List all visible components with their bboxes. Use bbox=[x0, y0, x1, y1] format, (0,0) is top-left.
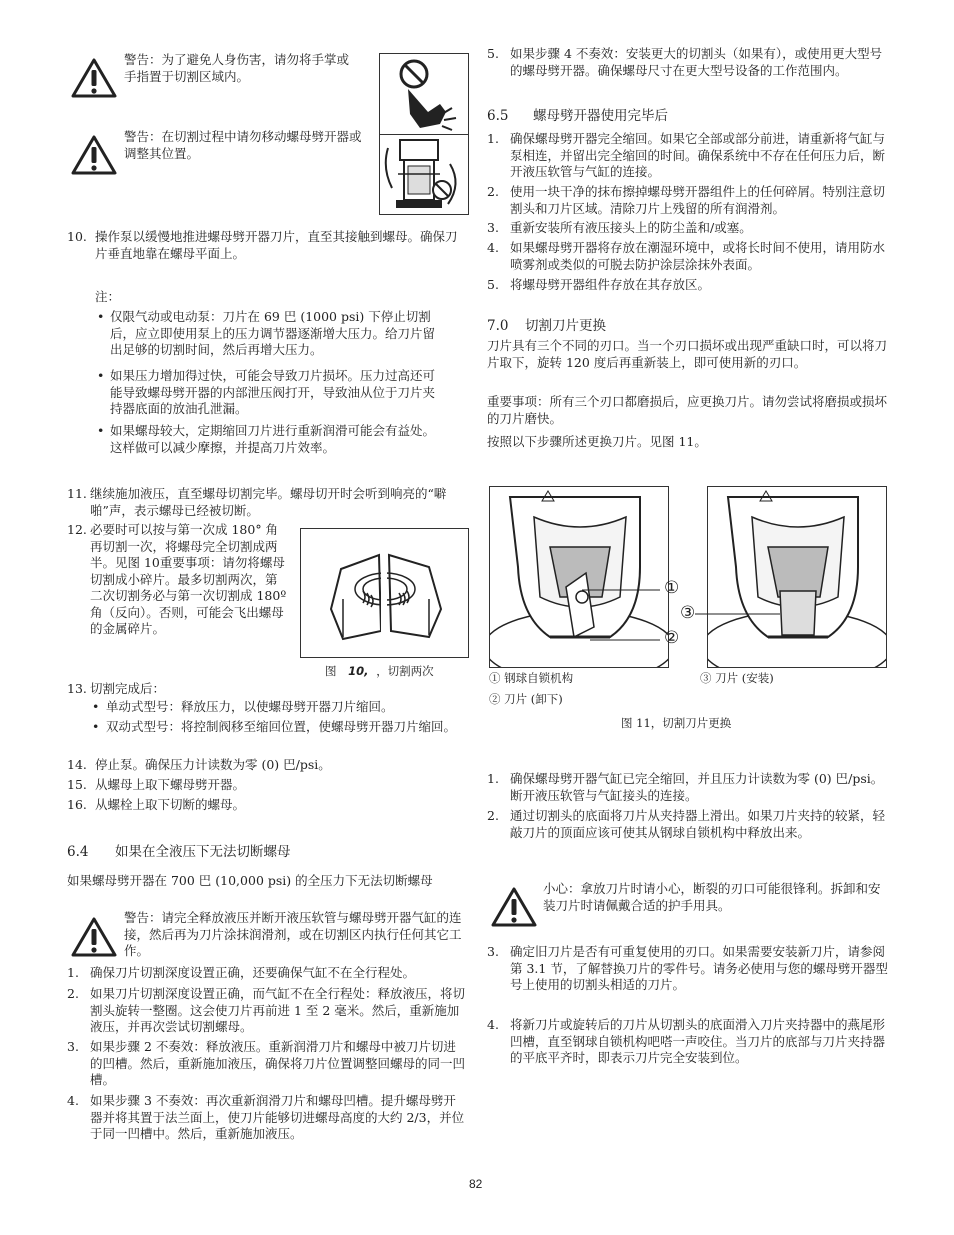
s64-step-2: 如果刀片切割深度设置正确，而气缸不在全行程处：释放液压，将切割头旋转一整圈。这会使刀片再前进 1 至 2 毫米。然后，重新施加液压，并再次尝试切割螺母。 bbox=[90, 986, 466, 1034]
s70-step-3: 确定旧刀片是否有可重复使用的刃口。如果需要安装新刀片，请参阅第 3.1 节，了解替换刀片的零件号。请务必使用与您的螺母劈开器型号上使用的切割头相适的刀片。 bbox=[510, 944, 888, 992]
warning-icon bbox=[70, 916, 118, 958]
section-6-4-title: 如果在全液压下无法切断螺母 bbox=[115, 844, 291, 860]
step-number: 3. bbox=[67, 1039, 79, 1054]
callout-3: ③ bbox=[680, 603, 696, 623]
callout-1: ① bbox=[664, 578, 680, 598]
warning-icon bbox=[70, 134, 118, 176]
step-number: 1. bbox=[487, 131, 499, 146]
s70-step-1: 确保螺母劈开器气缸已完全缩回，并且压力计读数为零 (0) 巴/psi。断开液压软管与气缸接头的连接。 bbox=[510, 771, 884, 803]
section-7-0-para-3: 按照以下步骤所述更换刀片。见图 11。 bbox=[487, 434, 707, 449]
section-6-4-intro: 如果螺母劈开器在 700 巴 (10,000 psi) 的全压力下无法切断螺母 bbox=[67, 873, 433, 888]
s64-step-5: 如果步骤 4 不奏效：安装更大的切割头（如果有），或使用更大型号的螺母劈开器。确保螺母尺寸在更大型号设备的工作范围内。 bbox=[510, 46, 883, 78]
step-number: 2. bbox=[487, 808, 499, 823]
step-number: 4. bbox=[67, 1093, 79, 1108]
section-6-5-title: 螺母劈开器使用完毕后 bbox=[533, 108, 668, 124]
cutting-head-illustration bbox=[708, 487, 886, 667]
warning-text-do-not-move: 警告：在切割过程中请勿移动螺母劈开器或调整其位置。 bbox=[124, 129, 362, 161]
warning-text-release-pressure: 警告：请完全释放液压并断开液压软管与螺母劈开器气缸的连接，然后再为刀片涂抹润滑剂，或在切割区内执行任何其它工作。 bbox=[124, 910, 462, 958]
no-hands-icon bbox=[380, 54, 468, 134]
step-11-text: 继续施加液压，直至螺母切割完毕。螺母切开时会听到响亮的“噼啪”声，表示螺母已经被切断。 bbox=[90, 486, 447, 518]
caution-text-sharp-edges: 小心：拿放刀片时请小心，断裂的刃口可能很锋利。拆卸和安装刀片时请佩戴合适的护手用具。 bbox=[543, 881, 881, 913]
step-number: 5. bbox=[487, 46, 499, 61]
step-13-text: 切割完成后： bbox=[90, 681, 166, 696]
s64-step-1: 确保刀片切割深度设置正确，还要确保气缸不在全行程处。 bbox=[90, 965, 416, 980]
figure-10-image bbox=[300, 528, 469, 658]
step-number: 3. bbox=[487, 220, 499, 235]
page-number: 82 bbox=[469, 1177, 483, 1191]
warning-text-hands: 警告：为了避免人身伤害，请勿将手掌或手指置于切割区域内。 bbox=[124, 52, 350, 84]
figure-11-callout-line-3 bbox=[695, 608, 785, 628]
figure-10-caption bbox=[325, 663, 434, 680]
section-7-0-title: 切割刀片更换 bbox=[525, 318, 606, 334]
step-number: 11. bbox=[67, 486, 87, 501]
caption-suffix: ，切割两次 bbox=[376, 664, 434, 678]
step-number: 16. bbox=[67, 797, 87, 812]
note-bullet-1: 仅限气动或电动泵：刀片在 69 巴 (1000 psi) 下停止切割后，应立即使用泵上的压力调节器逐渐增大压力。给刀片留出足够的切割时间，然后再增大压力。 bbox=[110, 309, 436, 357]
s65-step-4: 如果螺母劈开器将存放在潮湿环境中，或将长时间不使用，请用防水喷雾剂或类似的可脱去防护涂层涂抹外表面。 bbox=[510, 240, 886, 272]
s65-step-5: 将螺母劈开器组件存放在其存放区。 bbox=[510, 277, 711, 292]
step-16-text: 从螺栓上取下切断的螺母。 bbox=[95, 797, 246, 812]
figure-11-caption: 图 11，切割刀片更换 bbox=[621, 716, 732, 730]
step-13-bullet-1: 单动式型号：释放压力，以使螺母劈开器刀片缩回。 bbox=[106, 699, 394, 714]
step-number: 3. bbox=[487, 944, 499, 959]
step-10-text: 操作泵以缓慢地推进螺母劈开器刀片，直至其接触到螺母。确保刀片垂直地靠在螺母平面上。 bbox=[95, 229, 458, 261]
step-number: 13. bbox=[67, 681, 87, 696]
step-number: 4. bbox=[487, 1017, 499, 1032]
bullet: • bbox=[92, 719, 100, 734]
no-move-icon bbox=[380, 134, 468, 214]
s65-step-1: 确保螺母劈开器完全缩回。如果它全部或部分前进，请重新将气缸与泵相连，并留出完全缩回的时间。确保系统中不存在任何压力后，断开液压软管与气缸的连接。 bbox=[510, 131, 886, 179]
s70-step-2: 通过切割头的底面将刀片从夹持器上滑出。如果刀片夹持的较紧，轻敲刀片的顶面应该可使其从钢球自锁机构中释放出来。 bbox=[510, 808, 886, 840]
bullet: • bbox=[92, 699, 100, 714]
step-number: 2. bbox=[67, 986, 79, 1001]
figure-11-legend-1: ① 钢球自锁机构 bbox=[489, 671, 574, 685]
step-number: 1. bbox=[67, 965, 79, 980]
bullet: • bbox=[97, 423, 105, 438]
bullet: • bbox=[97, 368, 105, 383]
warning-pictogram-box bbox=[379, 53, 469, 215]
step-12-text: 必要时可以按与第一次成 180° 角再切割一次，将螺母完全切割成两半。见图 10重要事项：请勿将螺母切割成小碎片。最多切割两次，第二次切割务必与第一次切割成 180º 角（反向）。否则，可能会飞出螺母的金属碎片。 bbox=[90, 522, 287, 636]
s65-step-2: 使用一块干净的抹布擦掉螺母劈开器组件上的任何碎屑。特别注意切割头和刀片区域。清除刀片上残留的所有润滑剂。 bbox=[510, 184, 886, 216]
bullet: • bbox=[97, 309, 105, 324]
figure-11-image-installed bbox=[707, 486, 887, 668]
section-7-0-para-1: 刀片具有三个不同的刃口。当一个刃口损坏或出现严重缺口时，可以将刀片取下，旋转 120 度后再重新装上，即可使用新的刃口。 bbox=[487, 338, 888, 370]
caption-number: 10, bbox=[348, 664, 369, 678]
section-6-5-number: 6.5 bbox=[487, 108, 509, 124]
figure-11-callout-lines bbox=[560, 580, 670, 650]
step-number: 15. bbox=[67, 777, 87, 792]
step-number: 5. bbox=[487, 277, 499, 292]
s64-step-3: 如果步骤 2 不奏效：释放液压。重新润滑刀片和螺母中被刀片切进的凹槽。然后，重新施加液压，确保将刀片位置调整回螺母的同一凹槽。 bbox=[90, 1039, 466, 1087]
step-13-bullet-2: 双动式型号：将控制阀移至缩回位置，使螺母劈开器刀片缩回。 bbox=[106, 719, 457, 734]
section-6-4-number: 6.4 bbox=[67, 844, 89, 860]
s64-step-4: 如果步骤 3 不奏效：再次重新润滑刀片和螺母凹槽。提升螺母劈开器并将其置于法兰面上，使刀片能够切进螺母高度的大约 2/3，并位于同一凹槽中。然后，重新施加液压。 bbox=[90, 1093, 465, 1141]
step-15-text: 从螺母上取下螺母劈开器。 bbox=[95, 777, 246, 792]
split-nut-illustration bbox=[301, 529, 468, 657]
caption-prefix: 图 bbox=[325, 664, 337, 678]
figure-11-legend-2: ② 刀片 (卸下) bbox=[489, 692, 563, 706]
step-number: 14. bbox=[67, 757, 87, 772]
step-14-text: 停止泵。确保压力计读数为零 (0) 巴/psi。 bbox=[95, 757, 331, 772]
s65-step-3: 重新安装所有液压接头上的防尘盖和/或塞。 bbox=[510, 220, 752, 235]
section-7-0-number: 7.0 bbox=[487, 318, 509, 334]
step-number: 10. bbox=[67, 229, 87, 244]
step-number: 4. bbox=[487, 240, 499, 255]
step-number: 2. bbox=[487, 184, 499, 199]
section-7-0-para-2: 重要事项：所有三个刃口都磨损后，应更换刀片。请勿尝试将磨损或损坏的刀片磨快。 bbox=[487, 394, 888, 426]
callout-2: ② bbox=[664, 628, 680, 648]
caution-icon bbox=[490, 886, 538, 928]
s70-step-4: 将新刀片或旋转后的刀片从切割头的底面滑入刀片夹持器中的燕尾形凹槽，直至钢球自锁机构吧嗒一声咬住。当刀片的底部与刀片夹持器的平底平齐时，即表示刀片完全安装到位。 bbox=[510, 1017, 886, 1065]
note-bullet-2: 如果压力增加得过快，可能会导致刀片损坏。压力过高还可能导致螺母劈开器的内部泄压阀打开，导致油从位于刀片夹持器底面的放油孔泄漏。 bbox=[110, 368, 436, 416]
figure-11-legend-3: ③ 刀片 (安装) bbox=[700, 671, 774, 685]
step-number: 1. bbox=[487, 771, 499, 786]
note-label: 注： bbox=[95, 289, 121, 304]
note-bullet-3: 如果螺母较大，定期缩回刀片进行重新润滑可能会有益处。这样做可以减少摩擦，并提高刀片效率。 bbox=[110, 423, 436, 455]
step-number: 12. bbox=[67, 522, 87, 537]
warning-icon bbox=[70, 57, 118, 99]
